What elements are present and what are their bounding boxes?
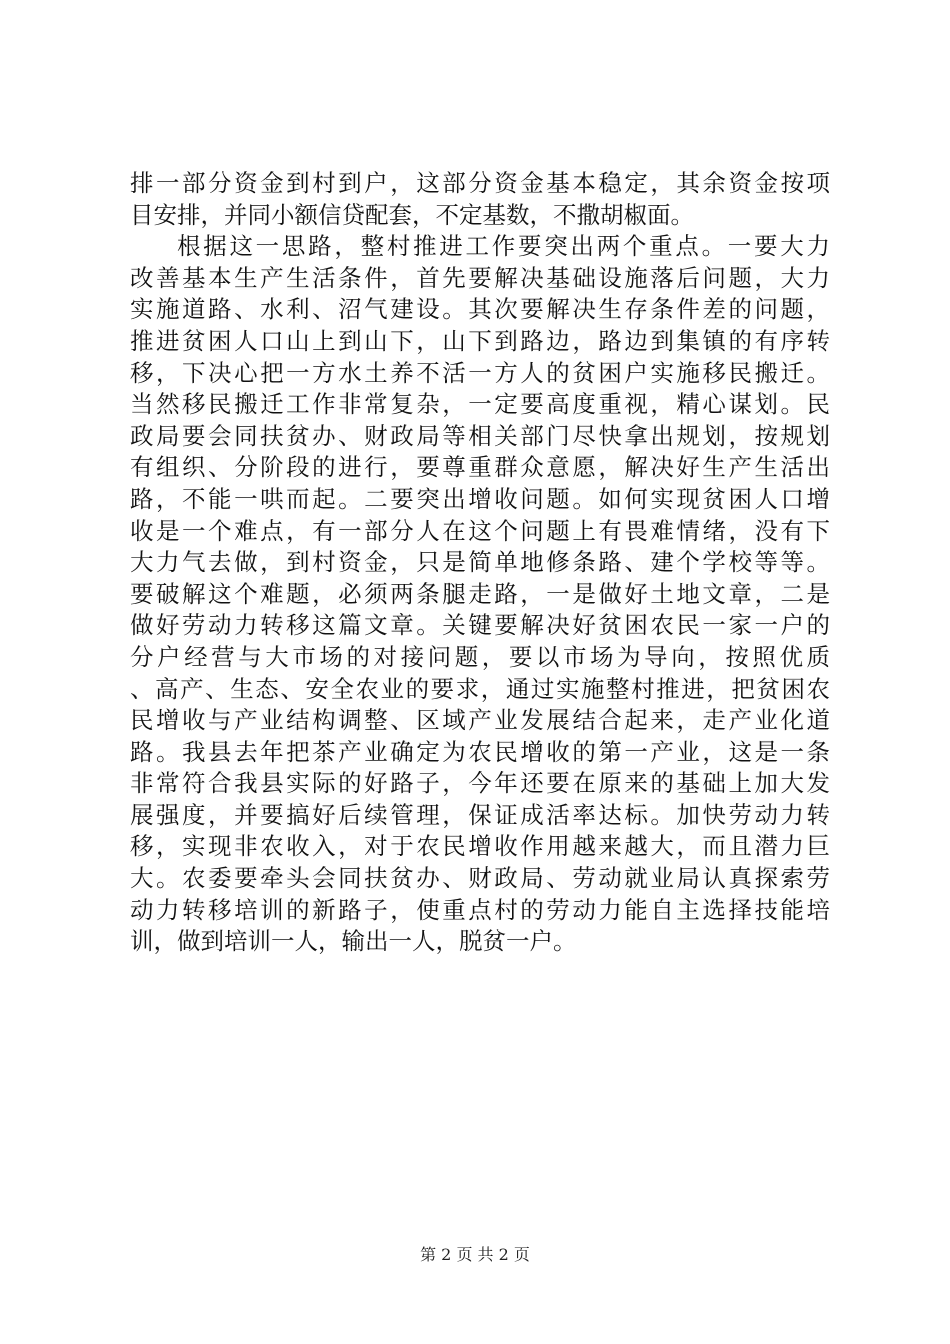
text-line: 实施道路、水利、沼气建设。其次要解决生存条件差的问题， bbox=[130, 295, 830, 324]
text-line: 展强度，并要搞好后续管理，保证成活率达标。加快劳动力转 bbox=[130, 800, 830, 829]
text-line: 目安排，并同小额信贷配套，不定基数，不撒胡椒面。 bbox=[130, 200, 694, 229]
text-line: 有组织、分阶段的进行，要尊重群众意愿，解决好生产生活出 bbox=[130, 453, 830, 482]
body-text bbox=[130, 168, 830, 958]
text-line: 收是一个难点，有一部分人在这个问题上有畏难情绪，没有下 bbox=[130, 516, 830, 545]
text-line: 民增收与产业结构调整、区域产业发展结合起来，走产业化道 bbox=[130, 706, 830, 735]
text-line: 大力气去做，到村资金，只是简单地修条路、建个学校等等。 bbox=[130, 548, 830, 577]
text-line: 分户经营与大市场的对接问题，要以市场为导向，按照优质 bbox=[130, 642, 830, 671]
text-line: 政局要会同扶贫办、财政局等相关部门尽快拿出规划，按规划 bbox=[130, 421, 830, 450]
text-line: 当然移民搬迁工作非常复杂，一定要高度重视，精心谋划。民 bbox=[130, 390, 830, 419]
text-line: 路，不能一哄而起。二要突出增收问题。如何实现贫困人口增 bbox=[130, 484, 830, 513]
text-line: 路。我县去年把茶产业确定为农民增收的第一产业，这是一条 bbox=[130, 737, 830, 766]
text-line: 要破解这个难题，必须两条腿走路，一是做好土地文章，二是 bbox=[130, 579, 830, 608]
paragraph-first-line: 根据这一思路，整村推进工作要突出两个重点。一要大力 bbox=[177, 232, 830, 261]
text-line: 非常符合我县实际的好路子，今年还要在原来的基础上加大发 bbox=[130, 769, 830, 798]
page-number-label: 第 2 页 共 2 页 bbox=[420, 1245, 530, 1264]
text-line: 做好劳动力转移这篇文章。关键要解决好贫困农民一家一户的 bbox=[130, 611, 830, 640]
page-footer bbox=[0, 1245, 950, 1265]
text-line: 训，做到培训一人，输出一人，脱贫一户。 bbox=[130, 927, 577, 956]
text-line: 、高产、生态、安全农业的要求，通过实施整村推进，把贫困农 bbox=[130, 674, 830, 703]
text-line: 动力转移培训的新路子，使重点村的劳动力能自主选择技能培 bbox=[130, 895, 830, 924]
text-line: 移，实现非农收入，对于农民增收作用越来越大，而且潜力巨 bbox=[130, 832, 830, 861]
text-line: 大。农委要牵头会同扶贫办、财政局、劳动就业局认真探索劳 bbox=[130, 864, 830, 893]
text-line: 排一部分资金到村到户，这部分资金基本稳定，其余资金按项 bbox=[130, 169, 830, 197]
text-line: 移，下决心把一方水土养不活一方人的贫困户实施移民搬迁。 bbox=[130, 358, 830, 387]
text-line: 改善基本生产生活条件，首先要解决基础设施落后问题，大力 bbox=[130, 263, 830, 292]
text-line: 推进贫困人口山上到山下，山下到路边，路边到集镇的有序转 bbox=[130, 326, 830, 355]
